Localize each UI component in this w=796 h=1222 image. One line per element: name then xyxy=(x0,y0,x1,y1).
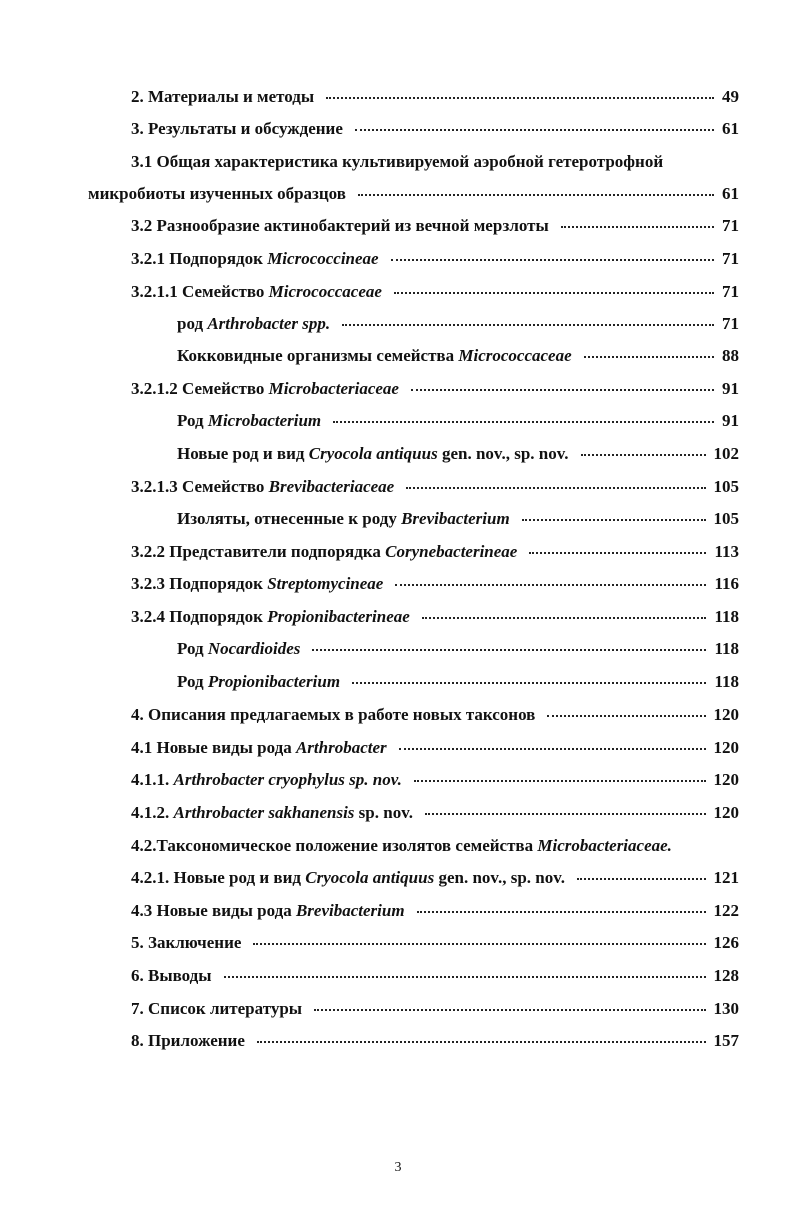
toc-entry xyxy=(131,966,739,990)
toc-entry-title: 4.3 Новые виды рода Brevibacterium xyxy=(131,901,405,920)
toc-page-number: 71 xyxy=(722,249,739,268)
dot-leader xyxy=(406,487,705,489)
toc-entry-title: 3. Результаты и обсуждение xyxy=(131,119,343,138)
dot-leader xyxy=(581,454,706,456)
dot-leader xyxy=(577,878,705,880)
dot-leader xyxy=(253,943,705,945)
dot-leader xyxy=(394,292,714,294)
dot-leader xyxy=(333,421,714,423)
toc-entry xyxy=(177,444,739,468)
toc-entry xyxy=(131,1031,739,1055)
toc-page-number: 126 xyxy=(713,933,739,952)
toc-entry-title: Изоляты, отнесенные к роду Brevibacterium xyxy=(177,509,510,528)
toc-entry-title: 3.2.4 Подпорядок Propionibacterineae xyxy=(131,607,410,626)
dot-leader xyxy=(358,194,714,196)
toc-page-number: 128 xyxy=(713,966,739,985)
dot-leader xyxy=(414,780,706,782)
toc-entry-title-line1: 3.1 Общая характеристика культивируемой аэробной гетеротрофной xyxy=(131,152,664,171)
toc-entry-title: 3.2.3 Подпорядок Streptomycineae xyxy=(131,574,384,593)
toc-entry xyxy=(131,119,739,143)
toc-entry xyxy=(177,509,739,533)
toc-page-number: 116 xyxy=(714,574,739,593)
dot-leader xyxy=(584,356,714,358)
toc-entry-title: 3.2.1.3 Семейство Brevibacteriaceae xyxy=(131,477,395,496)
toc-entry-title: 4.2.1. Новые род и вид Cryocola antiquus gen. nov., sp. nov. xyxy=(131,868,566,887)
toc-page-number: 118 xyxy=(714,639,739,658)
toc-entry-title: 4.1 Новые виды рода Arthrobacter xyxy=(131,738,387,757)
toc-section-heading: 4.2.Таксономическое положение изолятов семейства Microbacteriaceae. xyxy=(131,836,672,855)
toc-entry-title: 4.1.1. Arthrobacter cryophylus sp. nov. xyxy=(131,770,402,789)
toc-page-number: 130 xyxy=(713,999,739,1018)
toc-page-number: 71 xyxy=(722,282,739,301)
toc-entry xyxy=(131,803,739,827)
toc-entry xyxy=(131,770,739,794)
toc-page-number: 113 xyxy=(714,542,739,561)
toc-entry xyxy=(131,868,739,892)
toc-page-number: 91 xyxy=(722,379,739,398)
toc-entry xyxy=(131,607,739,631)
toc-page-number: 49 xyxy=(722,87,739,106)
toc-page-number: 61 xyxy=(722,119,739,138)
toc-page-number: 88 xyxy=(722,346,739,365)
toc-entry xyxy=(177,411,739,435)
toc-entry xyxy=(131,933,739,957)
toc-page-number: 120 xyxy=(713,803,739,822)
dot-leader xyxy=(417,911,706,913)
toc-page-number: 61 xyxy=(722,184,739,203)
toc-entry xyxy=(131,379,739,403)
toc-entry xyxy=(177,672,739,696)
toc-entry-title: 3.2.2 Представители подпорядка Corynebacterineae xyxy=(131,542,518,561)
toc-entry xyxy=(131,738,739,762)
toc-page-number: 71 xyxy=(722,314,739,333)
toc-entry-title: 5. Заключение xyxy=(131,933,242,952)
dot-leader xyxy=(342,324,714,326)
toc-page-number: 105 xyxy=(713,477,739,496)
toc-entry-title: род Arthrobacter spp. xyxy=(177,314,331,333)
toc-entry-title: 7. Список литературы xyxy=(131,999,303,1018)
dot-leader xyxy=(561,226,714,228)
toc-page-number: 121 xyxy=(713,868,739,887)
dot-leader xyxy=(326,97,714,99)
toc-entry-title: 4.1.2. Arthrobacter sakhanensis sp. nov. xyxy=(131,803,414,822)
dot-leader xyxy=(391,259,714,261)
toc-entry xyxy=(177,314,739,338)
dot-leader xyxy=(399,748,706,750)
toc-entry xyxy=(131,87,739,111)
dot-leader xyxy=(257,1041,706,1043)
toc-entry-title: 3.2.1.2 Семейство Microbacteriaceae xyxy=(131,379,399,398)
toc-entry-title: микробиоты изученных образцов xyxy=(88,184,346,203)
dot-leader xyxy=(355,129,714,131)
dot-leader xyxy=(522,519,706,521)
toc-entry xyxy=(88,184,739,208)
dot-leader xyxy=(529,552,706,554)
toc-entry-title: Кокковидные организмы семейства Micrococcaceae xyxy=(177,346,572,365)
toc-entry-title: 8. Приложение xyxy=(131,1031,245,1050)
toc-entry-title: Род Microbacterium xyxy=(177,411,322,430)
toc-entry-title: 3.2.1 Подпорядок Micrococcineae xyxy=(131,249,379,268)
dot-leader xyxy=(395,584,706,586)
dot-leader xyxy=(314,1009,705,1011)
toc-entry-title: 6. Выводы xyxy=(131,966,212,985)
toc-page-number: 91 xyxy=(722,411,739,430)
toc-entry xyxy=(131,216,739,240)
dot-leader xyxy=(422,617,707,619)
dot-leader xyxy=(411,389,714,391)
toc-page-number: 122 xyxy=(713,901,739,920)
toc-entry xyxy=(177,639,739,663)
toc-page-number: 118 xyxy=(714,607,739,626)
toc-page-number: 71 xyxy=(722,216,739,235)
toc-page-number: 118 xyxy=(714,672,739,691)
toc-page-number: 120 xyxy=(713,738,739,757)
toc-entry xyxy=(131,282,739,306)
toc-page-number: 120 xyxy=(713,705,739,724)
dot-leader xyxy=(312,649,706,651)
toc-entry-title: 4. Описания предлагаемых в работе новых таксонов xyxy=(131,705,536,724)
toc-entry-title: Род Propionibacterium xyxy=(177,672,341,691)
toc-entry xyxy=(131,249,739,273)
toc-entry-title: Новые род и вид Cryocola antiquus gen. nov., sp. nov. xyxy=(177,444,569,463)
toc-entry-title: 2. Материалы и методы xyxy=(131,87,315,106)
dot-leader xyxy=(224,976,706,978)
toc-entry xyxy=(177,346,739,370)
toc-entry xyxy=(131,574,739,598)
page-footer-number: 3 xyxy=(394,1160,402,1175)
toc-entry-title: Род Nocardioides xyxy=(177,639,301,658)
toc-entry xyxy=(131,542,739,566)
toc-entry xyxy=(131,705,739,729)
toc-entry-title: 3.2 Разнообразие актинобактерий из вечной мерзлоты xyxy=(131,216,549,235)
dot-leader xyxy=(547,715,705,717)
toc-page-number: 105 xyxy=(713,509,739,528)
toc-page-number: 157 xyxy=(713,1031,739,1050)
toc-entry-title: 3.2.1.1 Семейство Micrococcaceae xyxy=(131,282,382,301)
toc-entry xyxy=(131,999,739,1023)
toc-page-number: 120 xyxy=(713,770,739,789)
toc-page-number: 102 xyxy=(713,444,739,463)
dot-leader xyxy=(352,682,706,684)
dot-leader xyxy=(425,813,705,815)
toc-entry xyxy=(131,901,739,925)
toc-entry xyxy=(131,477,739,501)
